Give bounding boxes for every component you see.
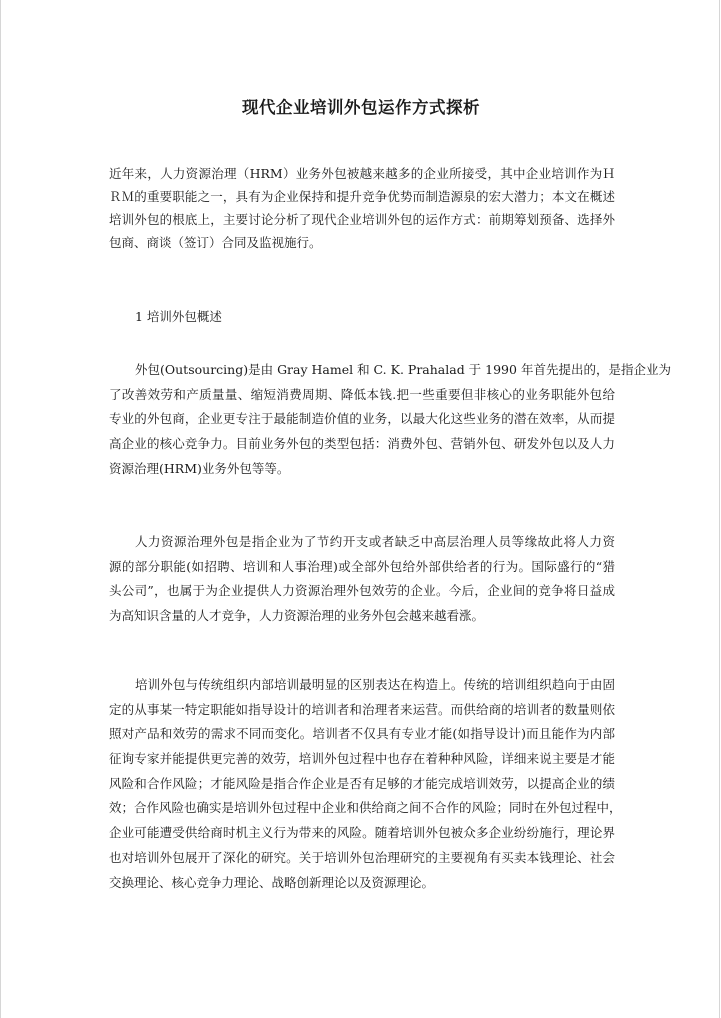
paragraph-line: 了改善效劳和产质量量、缩短消费周期、降低本钱.把一些重要但非核心的业务职能外包给 xyxy=(109,386,615,402)
intro-paragraph xyxy=(109,162,615,254)
paragraph-line: 头公司”，也属于为企业提供人力资源治理外包效劳的企业。今后，企业间的竞争将日益成 xyxy=(109,583,615,599)
paragraph-line: 风险和合作风险；才能风险是指合作企业是否有足够的才能完成培训效劳，以提高企业的绩 xyxy=(109,775,615,791)
paragraph-line: 为高知识含量的人才竞争，人力资源治理的业务外包会越来越看涨。 xyxy=(109,608,485,624)
paragraph-line: 源的部分职能(如招聘、培训和人事治理)或全部外包给外部供给者的行为。国际盛行的“猎 xyxy=(109,558,615,574)
paragraph-line: 照对产品和效劳的需求不同而变化。培训者不仅具有专业才能(如指导设计)而且能作为内部 xyxy=(109,726,615,742)
paragraph-line: 外包(Outsourcing)是由 Gray Hamel 和 C. K. Prahalad 于 1990 年首先提出的，是指企业为 xyxy=(135,362,671,377)
paragraph-line: 效；合作风险也确实是培训外包过程中企业和供给商之间不合作的风险；同时在外包过程中， xyxy=(109,800,622,816)
paragraph-line: 资源治理(HRM)业务外包等等。 xyxy=(109,460,290,476)
paragraph-line: 企业可能遭受供给商时机主义行为带来的风险。随着培训外包被众多企业纷纷施行，理论界 xyxy=(109,825,615,841)
intro-line: 培训外包的根底上，主要讨论分析了现代企业培训外包的运作方式：前期筹划预备、选择外 xyxy=(109,212,615,227)
paragraph-hrm-outsourcing xyxy=(109,530,615,629)
intro-line: 包商、商谈（签订）合同及监视施行。 xyxy=(109,235,322,250)
paragraph-outsourcing xyxy=(109,358,671,481)
paragraph-line: 征询专家并能提供更完善的效劳，培训外包过程中也存在着种种风险，详细来说主要是才能 xyxy=(109,751,615,767)
paragraph-line: 培训外包与传统组织内部培训最明显的区别表达在构造上。传统的培训组织趋向于由固 xyxy=(135,677,615,692)
section-heading: 1 培训外包概述 xyxy=(135,309,222,324)
intro-line: 近年来，人力资源治理（HRM）业务外包被越来越多的企业所接受，其中企业培训作为Ｈ xyxy=(109,166,615,181)
paragraph-line: 也对培训外包展开了深化的研究。关于培训外包治理研究的主要视角有买卖本钱理论、社会 xyxy=(109,849,615,865)
paragraph-line: 定的从事某一特定职能如指导设计的培训者和治理者来运营。而供给商的培训者的数量则依 xyxy=(109,701,615,717)
page-title: 现代企业培训外包运作方式探析 xyxy=(242,98,480,117)
intro-line: ＲＭ的重要职能之一，具有为企业保持和提升竞争优势而制造源泉的宏大潜力；本文在概述 xyxy=(109,189,615,204)
paragraph-line: 高企业的核心竞争力。目前业务外包的类型包括：消费外包、营销外包、研发外包以及人力 xyxy=(109,436,615,452)
paragraph-training-outsourcing xyxy=(109,673,622,895)
paragraph-line: 交换理论、核心竞争力理论、战略创新理论以及资源理论。 xyxy=(109,874,435,890)
paragraph-line: 人力资源治理外包是指企业为了节约开支或者缺乏中高层治理人员等缘故此将人力资 xyxy=(135,534,615,549)
paragraph-line: 专业的外包商，企业更专注于最能制造价值的业务，以最大化这些业务的潜在效率，从而提 xyxy=(109,411,615,427)
